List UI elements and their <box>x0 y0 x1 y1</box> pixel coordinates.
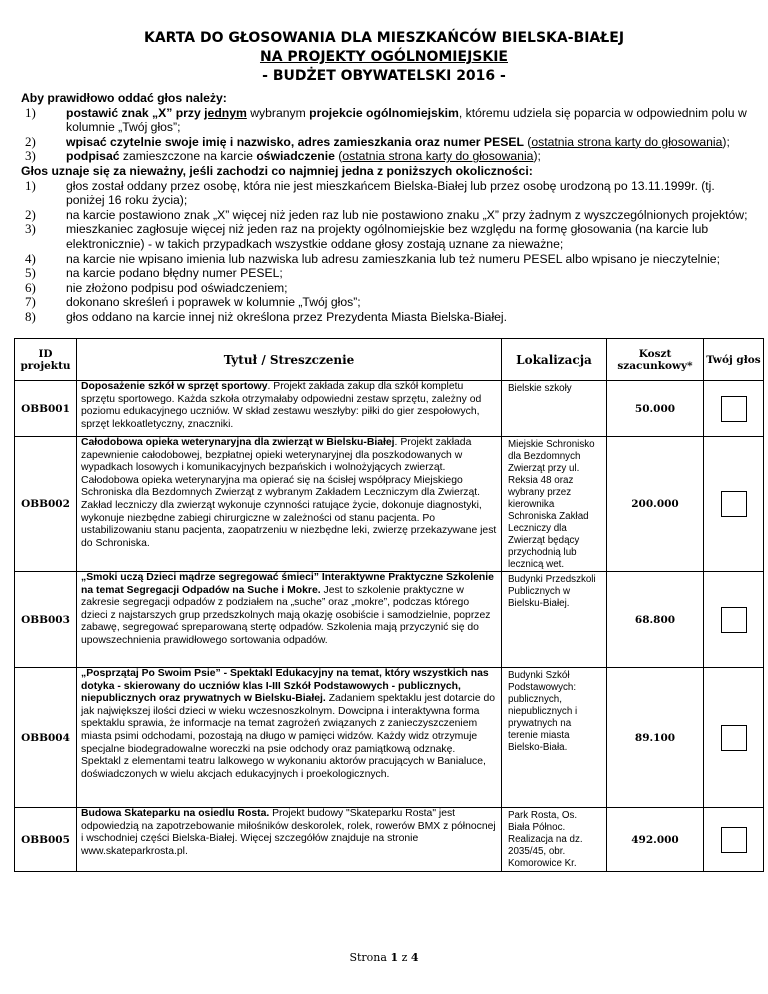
project-location: Budynki Przedszkoli Publicznych w Bielsku-Białej. <box>502 572 607 668</box>
project-title: „Smoki uczą Dzieci mądrze segregować śmieci” Interaktywne Praktyczne Szkolenie na temat Segregacji Odpadów na Suche i Mokre. <box>81 572 494 596</box>
project-title: Całodobowa opieka weterynaryjna dla zwierząt w Bielsku-Białej <box>81 437 395 448</box>
project-title: Budowa Skateparku na osiedlu Rosta. <box>81 808 270 819</box>
invalid-item: 2) na karcie postawiono znak „X” więcej niż jeden raz lub nie postawiono znaku „X” przy żadnym z wyszczególnionych projektów; <box>25 206 748 222</box>
vote-cell <box>704 668 764 808</box>
project-cost: 68.800 <box>607 572 704 668</box>
invalid-item: 4) na karcie nie wpisano imienia lub nazwiska lub adresu zamieszkania lub też numeru PESEL albo wpisano je nieczytelnie; <box>25 250 720 266</box>
instructions-title: Aby prawidłowo oddać głos należy: <box>21 91 227 105</box>
project-description: Całodobowa opieka weterynaryjna dla zwierząt w Bielsku-Białej. Projekt zakłada zapewnienie całodobowej, bezpłatnej opieki weterynaryjnej dla poszkodowanych w wypadkach losowych i komunikacyjnych bezpańskich i wolnożyjących zwierząt. Całodobowa opieka weterynaryjna ma opierać się na ścisłej współpracy Miejskiego Schroniska dla Bezdomnych Zwierząt z wybranym Zakładem Leczniczym dla Zwierząt. Zakład leczniczy dla zwierząt wykonuje czynności ratujące życie, dokonuje diagnostyki, wykonuje niezbędne zabiegi chirurgiczne w zależności od stanu pacjenta. Po ustabilizowaniu stanu pacjenta, zaopatrzeniu w niezbędne leki, zwierzę przekazywane jest do Schroniska. <box>77 437 502 572</box>
invalid-item: 8) głos oddano na karcie innej niż określona przez Prezydenta Miasta Bielska-Białej. <box>25 308 508 324</box>
project-title: Doposażenie szkół w sprzęt sportowy <box>81 381 268 392</box>
project-id: OBB002 <box>15 437 77 572</box>
instruction-item: 1) postawić znak „X” przy jednym wybranym projekcie ogólnomiejskim, któremu udziela się poparcia w odpowiednim polu w kolumnie „Twój głos”; <box>25 104 747 135</box>
col-header-id: ID projektu <box>15 339 77 381</box>
invalid-votes-title: Głos uznaje się za nieważny, jeśli zachodzi co najmniej jedna z poniższych okoliczności: <box>21 163 533 178</box>
ballot-title: KARTA DO GŁOSOWANIA DLA MIESZKAŃCÓW BIELSKA-BIAŁEJ <box>143 30 625 46</box>
project-description: „Posprzątaj Po Swoim Psie” - Spektakl Edukacyjny na temat, który wszystkich nas dotyka - skierowany do uczniów klas I-III Szkół Podstawowych - publicznych, niepublicznych oraz prywatnych w Bielsku-Białej. Zadaniem spektaklu jest dotarcie do jak największej ilości dzieci w wieku wczesnoszkolnym. Dowcipna i interaktywna forma spektaklu sprawia, że informacje na temat zagrożeń związanych z zanieczyszczeniem miasta psimi odchodami, pozostają na długo w pamięci widzów. Każdy widz otrzymuje specjalne biodegradowalne woreczki na psie odchody oraz pamiątkową odznakę. Spektakl z elementami teatru lalkowego w wykonaniu aktorów pracujących w Banialuce, doświadczonych w wielu akcjach edukacyjnych i proekologicznych. <box>77 668 502 808</box>
project-id: OBB004 <box>15 668 77 808</box>
project-id: OBB001 <box>15 381 77 437</box>
col-header-cost: Koszt szacunkowy* <box>607 339 704 381</box>
page-number: Strona 1 z 4 <box>349 951 419 964</box>
project-location: Miejskie Schronisko dla Bezdomnych Zwierząt przy ul. Reksia 48 oraz wybrany przez kierownika Schroniska Zakład Leczniczy dla Zwierząt będący przychodnią lub lecznicą wet. <box>502 437 607 572</box>
vote-checkbox[interactable] <box>721 491 747 517</box>
vote-checkbox[interactable] <box>721 607 747 633</box>
project-description: „Smoki uczą Dzieci mądrze segregować śmieci” Interaktywne Praktyczne Szkolenie na temat Segregacji Odpadów na Suche i Mokre. Jest to szkolenie praktyczne w zakresie segregacji odpadów z podziałem na „suche” oraz „mokre”, podczas którego dzieci z najstarszych grup przedszkolnych mają okazję osobiście i samodzielnie, poprzez zabawę, segregować spreparowaną stertę odpadów. Szkolenia mają przyczynić się do upowszechnienia prawidłowego sortowania odpadów. <box>77 572 502 668</box>
vote-cell <box>704 572 764 668</box>
project-location: Budynki Szkół Podstawowych: publicznych, niepublicznych i prywatnych na terenie miasta Bielsko-Biała. <box>502 668 607 808</box>
voting-instructions <box>21 91 749 325</box>
invalid-item: 3) mieszkaniec zagłosuje więcej niż jeden raz na projekty ogólnomiejskie bez względu na formę głosowania (na karcie lub elektronicznie) - w takich przypadkach wszystkie oddane głosy zostają uznane za nieważne; <box>25 221 709 251</box>
project-cost: 492.000 <box>607 808 704 872</box>
instruction-item: 2) wpisać czytelnie swoje imię i nazwisko, adres zamieszkania oraz numer PESEL (ostatnia strona karty do głosowania); <box>25 133 730 149</box>
table-row <box>15 808 764 872</box>
table-row <box>15 668 764 808</box>
vote-checkbox[interactable] <box>721 827 747 853</box>
project-description: Doposażenie szkół w sprzęt sportowy. Projekt zakłada zakup dla szkół kompletu sprzętu sportowego. Każda szkoła otrzymałaby odpowiedni zestaw sprzętu, zależny od poziomu edukacyjnego uczniów. W skład zestawu weszłyby: piłki do gier zespołowych, sprzęt lekkoatletyczny, znaczniki. <box>77 381 502 437</box>
vote-cell <box>704 381 764 437</box>
invalid-item: 6) nie złożono podpisu pod oświadczeniem; <box>25 279 288 295</box>
instruction-item: 3) podpisać zamieszczone na karcie oświadczenie (ostatnia strona karty do głosowania); <box>25 148 541 164</box>
col-header-title: Tytuł / Streszczenie <box>77 339 502 381</box>
invalid-item: 5) na karcie podano błędny numer PESEL; <box>25 265 283 281</box>
project-location: Park Rosta, Os. Biała Północ. Realizacja na dz. 2035/45, obr. Komorowice Kr. <box>502 808 607 872</box>
project-cost: 89.100 <box>607 668 704 808</box>
project-location: Bielskie szkoły <box>502 381 607 437</box>
project-description: Budowa Skateparku na osiedlu Rosta. Projekt budowy "Skateparku Rosta" jest odpowiedzią na zapotrzebowanie miłośników deskorolek, rolek, rowerów BMX z północnej i wschodniej części Bielska-Białej. Więcej szczegółów znajduje na stronie www.skateparkrosta.pl. <box>77 808 502 872</box>
table-header-row <box>15 339 764 381</box>
projects-table <box>14 338 764 872</box>
col-header-vote: Twój głos <box>704 339 764 381</box>
table-row <box>15 381 764 437</box>
vote-checkbox[interactable] <box>721 396 747 422</box>
vote-checkbox[interactable] <box>721 725 747 751</box>
col-header-location: Lokalizacja <box>502 339 607 381</box>
project-cost: 200.000 <box>607 437 704 572</box>
project-id: OBB005 <box>15 808 77 872</box>
invalid-item: 7) dokonano skreśleń i poprawek w kolumnie „Twój głos”; <box>25 294 361 310</box>
table-row <box>15 437 764 572</box>
invalid-item: 1) głos został oddany przez osobę, która nie jest mieszkańcem Bielska-Białej lub przez osobę urodzoną po 13.11.1999r. (tj. poniżej 16 roku życia); <box>25 177 715 208</box>
project-title: „Posprzątaj Po Swoim Psie” - Spektakl Edukacyjny na temat, który wszystkich nas dotyka - skierowany do uczniów klas I-III Szkół Podstawowych - publicznych, niepublicznych oraz prywatnych w Bielsku-Białej. <box>81 668 489 705</box>
project-id: OBB003 <box>15 572 77 668</box>
project-cost: 50.000 <box>607 381 704 437</box>
table-row <box>15 572 764 668</box>
vote-cell <box>704 437 764 572</box>
vote-cell <box>704 808 764 872</box>
ballot-subtitle: NA PROJEKTY OGÓLNOMIEJSKIE <box>259 49 508 65</box>
budget-year-title: - BUDŻET OBYWATELSKI 2016 - <box>262 68 506 84</box>
